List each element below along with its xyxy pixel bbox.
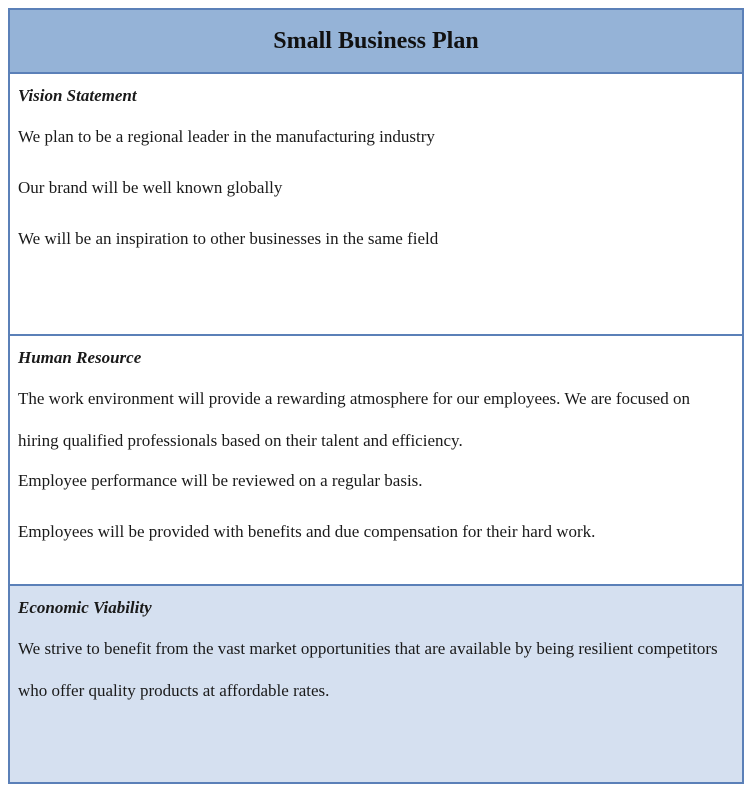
business-plan-document (8, 8, 744, 784)
human-resource-section (10, 336, 742, 586)
paragraph: The work environment will provide a rewarding atmosphere for our employees. We are focused on hiring qualified professionals based on their talent and efficiency. (18, 389, 690, 450)
paragraph: We plan to be a regional leader in the manufacturing industry (18, 127, 435, 146)
document-header (10, 10, 742, 74)
document-title: Small Business Plan (273, 27, 479, 54)
paragraph: Employees will be provided with benefits and due compensation for their hard work. (18, 522, 596, 541)
paragraph: Employee performance will be reviewed on a regular basis. (18, 471, 423, 490)
section-heading: Vision Statement (18, 86, 137, 105)
economic-viability-section (10, 586, 742, 782)
section-heading: Economic Viability (18, 598, 152, 617)
vision-statement-section (10, 74, 742, 336)
paragraph: We will be an inspiration to other businesses in the same field (18, 229, 439, 248)
paragraph: We strive to benefit from the vast market opportunities that are available by being resilient competitors who offer quality products at affordable rates. (18, 639, 718, 700)
section-heading: Human Resource (18, 348, 142, 367)
paragraph: Our brand will be well known globally (18, 178, 283, 197)
